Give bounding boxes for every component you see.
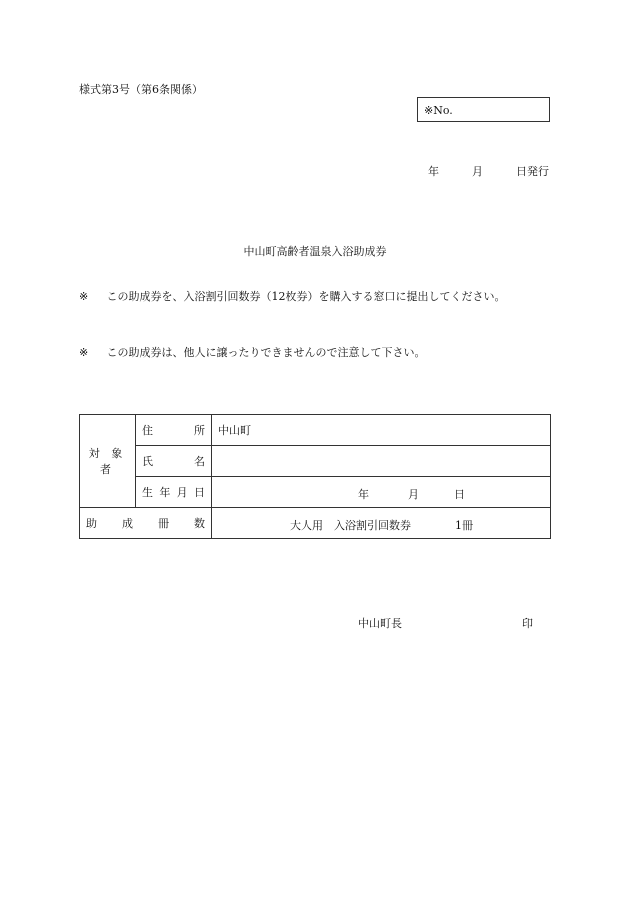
count-description: 大人用 入浴割引回数券 (290, 519, 411, 532)
issue-month-label: 月 (472, 165, 483, 178)
table-row (80, 508, 551, 539)
count-label-cell (80, 508, 212, 539)
serial-number-box[interactable] (417, 97, 550, 122)
birth-label-cell (136, 477, 212, 508)
note-2 (79, 344, 426, 360)
address-label-1: 住 (142, 424, 153, 437)
birth-label-3: 月 (176, 486, 188, 499)
table-row (80, 446, 551, 477)
table-row (80, 477, 551, 508)
document-title: 中山町高齢者温泉入浴助成券 (243, 245, 387, 258)
issue-year-label: 年 (428, 165, 439, 178)
mayor-label: 中山町長 (358, 617, 402, 630)
table-row (80, 415, 551, 446)
address-label-2: 所 (194, 424, 205, 437)
count-label-1: 助 (86, 517, 97, 530)
birth-year-label: 年 (358, 488, 369, 501)
count-quantity: 1冊 (455, 519, 473, 532)
address-field[interactable]: 中山町 (212, 415, 551, 446)
count-label-3: 冊 (158, 517, 169, 530)
note-2-mark: ※ (79, 346, 89, 359)
birthdate-field[interactable] (212, 477, 551, 508)
recipient-table (79, 414, 551, 539)
seal-label: 印 (522, 617, 533, 630)
count-label-2: 成 (122, 517, 133, 530)
count-value-cell (212, 508, 551, 539)
count-label-4: 数 (194, 517, 205, 530)
issue-date (428, 163, 549, 179)
note-1 (79, 288, 506, 304)
note-2-text: この助成券は、他人に譲ったりできませんので注意して下さい。 (106, 346, 426, 359)
birth-label-1: 生 (142, 486, 153, 499)
form-number-label: 様式第3号（第6条関係） (79, 83, 203, 96)
birth-day-label: 日 (454, 488, 465, 501)
birth-month-label: 月 (408, 488, 419, 501)
serial-number-label: ※No. (424, 104, 453, 117)
note-1-mark: ※ (79, 290, 89, 303)
birth-label-4: 日 (193, 486, 205, 499)
target-label: 対 象 者 (80, 415, 136, 508)
name-label-cell (136, 446, 212, 477)
name-label-2: 名 (194, 455, 205, 468)
name-field[interactable] (212, 446, 551, 477)
birth-label-2: 年 (159, 486, 171, 499)
note-1-text: この助成券を、入浴割引回数券（12枚券）を購入する窓口に提出してください。 (106, 290, 506, 303)
issue-day-label: 日発行 (516, 165, 549, 178)
name-label-1: 氏 (142, 455, 153, 468)
address-label-cell (136, 415, 212, 446)
